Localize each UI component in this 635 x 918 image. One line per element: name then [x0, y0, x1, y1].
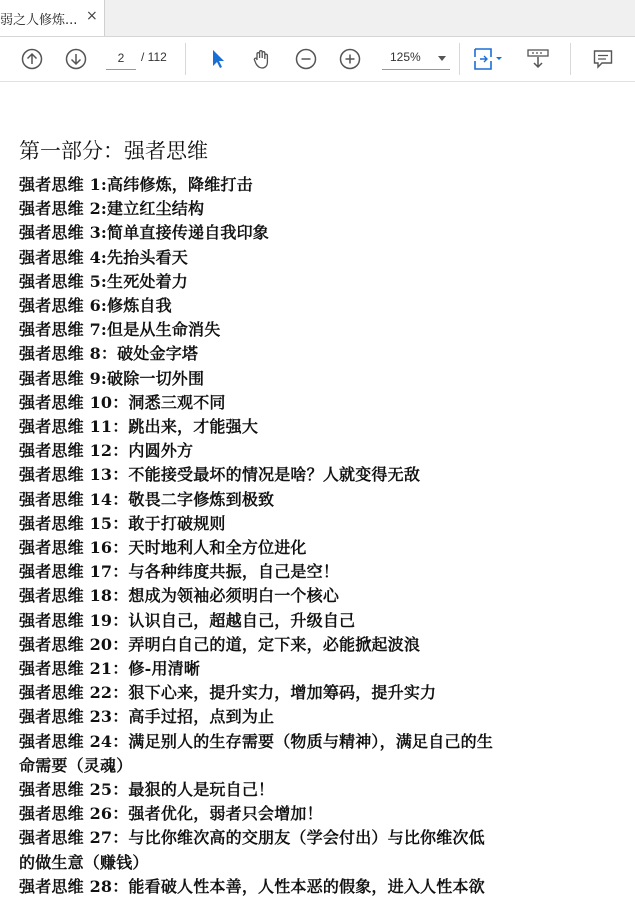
content-line: 强者思维 10：洞悉三观不同: [19, 392, 226, 412]
content-line: 强者思维 4:先抬头看天: [19, 247, 189, 267]
content-line: 强者思维 19：认识自己，超越自己，升级自己: [19, 610, 356, 630]
content-line: 强者思维 16：天时地利人和全方位进化: [19, 538, 307, 558]
fit-page-button[interactable]: [468, 45, 508, 73]
scroll-icon: [526, 48, 550, 70]
content-line: 强者思维 1:高纬修炼，降维打击: [19, 175, 253, 194]
content-line: 强者思维 11：跳出来，才能强大: [19, 417, 259, 437]
content-line: 强者思维 2:建立红尘结构: [19, 199, 205, 219]
content-line: 强者思维 3:简单直接传递自我印象: [19, 223, 270, 243]
page-total: / 112: [141, 50, 167, 64]
tab-title: 弱之人修炼...: [0, 13, 78, 28]
content-line: 强者思维 17：与各种纬度共振，自己是空！: [19, 562, 340, 582]
content-line: 强者思维 7:但是从生命消失: [19, 320, 221, 340]
content-line: 强者思维 6:修炼自我: [19, 296, 172, 316]
toolbar-divider: [570, 43, 571, 75]
close-icon[interactable]: ×: [86, 8, 98, 24]
zoom-in-button[interactable]: [336, 45, 364, 73]
zoom-out-button[interactable]: [292, 45, 320, 73]
up-arrow-icon: [21, 48, 43, 70]
content-line: 的做生意（赚钱）: [19, 852, 149, 872]
previous-page-button[interactable]: [18, 45, 46, 73]
comment-button[interactable]: [589, 45, 617, 73]
fit-page-icon: [471, 46, 505, 72]
toolbar-divider: [185, 43, 186, 75]
content-line: 强者思维 20：弄明白自己的道，定下来，必能掀起波浪: [19, 634, 421, 654]
zoom-level-dropdown[interactable]: [382, 47, 450, 70]
content-line: 强者思维 21：修-用清晰: [19, 659, 201, 679]
content-line: 强者思维 25：最狠的人是玩自己！: [19, 780, 275, 800]
content-list: [19, 173, 619, 899]
chevron-down-icon: [438, 56, 446, 61]
content-line: 强者思维 14：敬畏二字修炼到极致: [19, 489, 275, 509]
hand-tool-button[interactable]: [248, 45, 276, 73]
content-line: 强者思维 22：狠下心来，提升实力，增加筹码，提升实力: [19, 683, 437, 703]
next-page-button[interactable]: [62, 45, 90, 73]
document-tab[interactable]: [0, 0, 105, 36]
content-line: 强者思维 13：不能接受最坏的情况是啥？人就变得无敌: [19, 465, 421, 485]
toolbar-divider: [459, 43, 460, 75]
content-line: 强者思维 15：敢于打破规则: [19, 513, 226, 533]
hand-icon: [251, 48, 273, 70]
content-line: 强者思维 24：满足别人的生存需要（物质与精神），满足自己的生: [19, 731, 494, 751]
zoom-out-icon: [295, 48, 317, 70]
content-line: 强者思维 26：强者优化，弱者只会增加！: [19, 804, 323, 824]
content-line: 强者思维 27：与比你维次高的交朋友（学会付出）与比你维次低: [19, 828, 485, 848]
toolbar: [0, 37, 635, 82]
content-line: 强者思维 5:生死处着力: [19, 271, 189, 291]
section-heading: 第一部分：强者思维: [19, 139, 208, 163]
zoom-level-value: 125%: [390, 50, 421, 64]
tab-strip: [0, 0, 635, 37]
content-line: 强者思维 23：高手过招，点到为止: [19, 707, 275, 727]
page-number-input[interactable]: [106, 47, 136, 70]
comment-icon: [592, 48, 614, 70]
content-line: 命需要（灵魂）: [19, 755, 133, 775]
zoom-in-icon: [339, 48, 361, 70]
content-line: 强者思维 28：能看破人性本善，人性本恶的假象，进入人性本欲: [19, 876, 485, 896]
select-tool-button[interactable]: [204, 45, 232, 73]
content-line: 强者思维 12：内圆外方: [19, 441, 194, 461]
document-page[interactable]: [0, 82, 635, 918]
down-arrow-icon: [65, 48, 87, 70]
content-line: 强者思维 9:破除一切外围: [19, 368, 205, 388]
content-line: 强者思维 8：破处金字塔: [19, 344, 199, 364]
cursor-icon: [208, 48, 228, 70]
content-line: 强者思维 18：想成为领袖必须明白一个核心: [19, 586, 340, 606]
scroll-mode-button[interactable]: [524, 45, 552, 73]
